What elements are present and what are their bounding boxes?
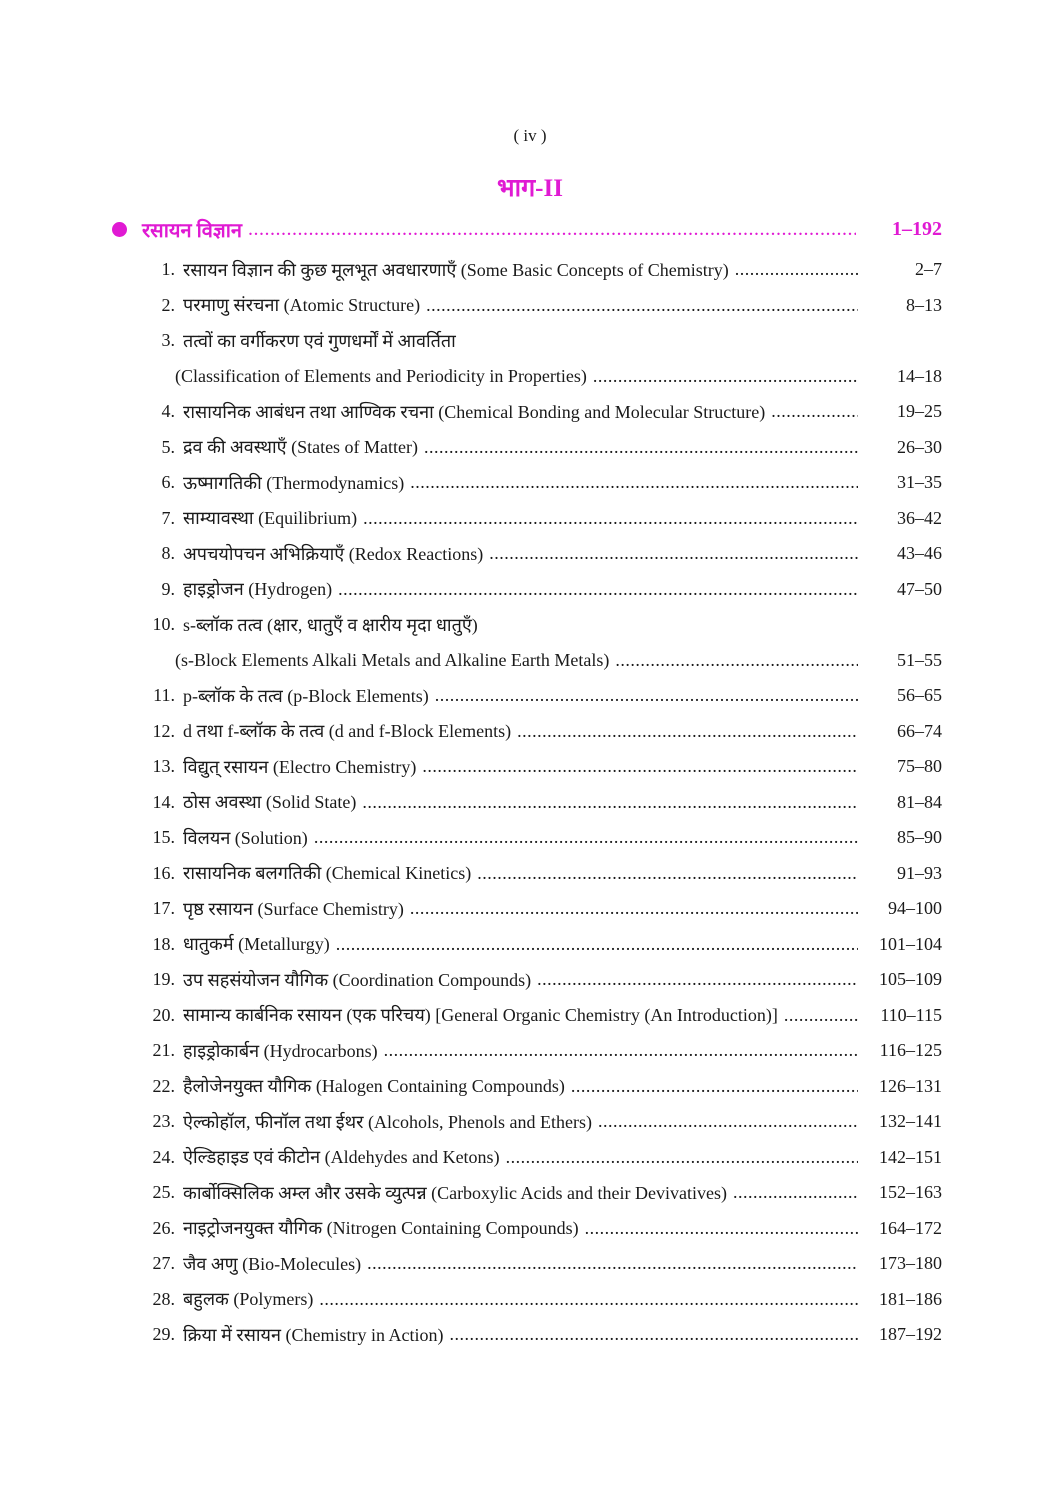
entry-pages: 91–93: [897, 862, 942, 883]
toc-entry: [142, 1282, 942, 1318]
toc-entry: [142, 465, 942, 501]
entry-number: 5.: [161, 436, 175, 457]
toc-entry-line: [142, 572, 942, 608]
entry-pages: 75–80: [897, 756, 942, 777]
dot-leader: [449, 1324, 858, 1345]
entry-title: विद्युत् रसायन (Electro Chemistry): [183, 756, 417, 777]
dot-leader: [422, 756, 858, 777]
toc-entry-line: [142, 501, 942, 537]
part-title: भाग-II: [497, 175, 563, 202]
dot-leader: [733, 1182, 858, 1203]
toc-entry-line: [142, 820, 942, 856]
dot-leader: [426, 295, 858, 316]
dot-leader: [585, 1218, 858, 1239]
entry-number: 25.: [152, 1182, 175, 1203]
dot-leader: [517, 721, 858, 742]
toc-entry-line: [142, 1033, 942, 1069]
dot-leader: [593, 366, 858, 387]
toc-entry: [142, 714, 942, 750]
entry-title: नाइट्रोजनयुक्त यौगिक (Nitrogen Containing Compounds): [183, 1218, 579, 1239]
toc-entry: [142, 607, 942, 678]
entry-title: परमाणु संरचना (Atomic Structure): [183, 295, 421, 316]
toc-entry: [142, 323, 942, 394]
entry-number: 7.: [161, 507, 175, 528]
toc-entry-line: [142, 252, 942, 288]
toc-entry: [142, 501, 942, 537]
entry-pages: 31–35: [897, 472, 942, 493]
entry-pages: 66–74: [897, 720, 942, 741]
toc-entry-line: [142, 1246, 942, 1282]
dot-leader: [477, 863, 858, 884]
entry-number: 21.: [152, 1040, 175, 1061]
toc-entry-line: [142, 749, 942, 785]
toc-entry-line: [142, 323, 942, 359]
entry-subtitle: (Classification of Elements and Periodicity in Properties): [175, 365, 587, 386]
toc-entry-line: [142, 891, 942, 927]
section-pages: 1–192: [892, 217, 942, 240]
toc-entry-line: [142, 465, 942, 501]
entry-number: 6.: [161, 472, 175, 493]
toc-entry: [142, 1211, 942, 1247]
dot-leader: [384, 1040, 858, 1061]
entry-pages: 187–192: [879, 1324, 942, 1345]
toc-entry-line: [142, 1069, 942, 1105]
dot-leader: [489, 543, 858, 564]
entry-title: रासायनिक आबंधन तथा आण्विक रचना (Chemical Bonding and Molecular Structure): [183, 401, 766, 422]
entry-number: 18.: [152, 933, 175, 954]
entry-pages: 43–46: [897, 543, 942, 564]
entry-pages: 36–42: [897, 507, 942, 528]
toc-entry: [142, 998, 942, 1034]
toc-entry-line: [142, 714, 942, 750]
dot-leader: [435, 685, 858, 706]
toc-entry-line: [142, 394, 942, 430]
toc-entry-line: [142, 288, 942, 324]
toc-entry: [142, 1175, 942, 1211]
section-heading: [112, 214, 942, 244]
entry-pages: 164–172: [879, 1217, 942, 1238]
dot-leader: [336, 934, 858, 955]
entry-pages: 26–30: [897, 436, 942, 457]
entry-pages: 152–163: [879, 1182, 942, 1203]
toc-entry-line: [142, 785, 942, 821]
dot-leader: [571, 1076, 858, 1097]
toc-entry-line: [142, 643, 942, 679]
dot-leader: [615, 650, 858, 671]
entry-number: 4.: [161, 401, 175, 422]
toc-entry: [142, 1104, 942, 1140]
entry-pages: 51–55: [897, 649, 942, 670]
toc-entry: [142, 1317, 942, 1353]
entry-number: 16.: [152, 862, 175, 883]
page-number: ( iv ): [513, 126, 547, 145]
entry-number: 3.: [161, 330, 175, 351]
entry-title: धातुकर्म (Metallurgy): [183, 934, 330, 955]
entry-number: 28.: [152, 1288, 175, 1309]
entry-title: क्रिया में रसायन (Chemistry in Action): [183, 1324, 444, 1345]
toc-entry: [142, 536, 942, 572]
entry-pages: 81–84: [897, 791, 942, 812]
entry-number: 17.: [152, 898, 175, 919]
dot-leader: [410, 472, 858, 493]
entry-number: 26.: [152, 1217, 175, 1238]
entry-pages: 94–100: [888, 898, 942, 919]
toc-entry-line: [142, 1282, 942, 1318]
entry-number: 14.: [152, 791, 175, 812]
toc-entry-line: [142, 927, 942, 963]
toc-entry-line: [142, 998, 942, 1034]
entry-pages: 105–109: [879, 969, 942, 990]
dot-leader: [363, 508, 858, 529]
toc-entry: [142, 678, 942, 714]
dot-leader: [424, 437, 858, 458]
entry-number: 8.: [161, 543, 175, 564]
entry-number: 19.: [152, 969, 175, 990]
toc-entry: [142, 394, 942, 430]
toc-entry: [142, 785, 942, 821]
entry-title: साम्यावस्था (Equilibrium): [183, 508, 358, 529]
dot-leader: [362, 792, 858, 813]
entry-pages: 14–18: [897, 365, 942, 386]
entry-title: s-ब्लॉक तत्व (क्षार, धातुएँ व क्षारीय मृदा धातुएँ): [183, 614, 478, 635]
entry-pages: 181–186: [879, 1288, 942, 1309]
toc-entry: [142, 927, 942, 963]
section-title: रसायन विज्ञान: [142, 219, 242, 242]
entry-number: 22.: [152, 1075, 175, 1096]
toc-entry-line: [142, 678, 942, 714]
entry-title: विलयन (Solution): [183, 827, 308, 848]
toc-entry-line: [142, 1211, 942, 1247]
entry-title: हाइड्रोजन (Hydrogen): [183, 579, 333, 600]
entry-subtitle: (s-Block Elements Alkali Metals and Alkaline Earth Metals): [175, 649, 610, 670]
entry-title: अपचयोपचन अभिक्रियाएँ (Redox Reactions): [183, 543, 484, 564]
toc-entry-line: [142, 962, 942, 998]
entry-pages: 126–131: [879, 1075, 942, 1096]
entry-number: 12.: [152, 720, 175, 741]
entry-pages: 116–125: [879, 1040, 942, 1061]
toc-entry: [142, 252, 942, 288]
toc-entry: [142, 1033, 942, 1069]
entry-number: 20.: [152, 1004, 175, 1025]
dot-leader: [367, 1253, 858, 1274]
entry-number: 11.: [153, 685, 175, 706]
entry-title: कार्बोक्सिलिक अम्ल और उसके व्युत्पन्न (Carboxylic Acids and their Devivatives): [183, 1182, 727, 1203]
toc-entry: [142, 430, 942, 466]
toc-entry: [142, 749, 942, 785]
entry-pages: 110–115: [880, 1004, 942, 1025]
entry-pages: 173–180: [879, 1253, 942, 1274]
entry-title: सामान्य कार्बनिक रसायन (एक परिचय) [General Organic Chemistry (An Introduction)]: [183, 1005, 778, 1026]
dot-leader: [735, 259, 858, 280]
entry-number: 15.: [152, 827, 175, 848]
toc-entry: [142, 288, 942, 324]
entry-title: ऐल्डिहाइड एवं कीटोन (Aldehydes and Ketons): [183, 1147, 500, 1168]
entry-title: पृष्ठ रसायन (Surface Chemistry): [183, 898, 404, 919]
dot-leader: [338, 579, 858, 600]
entry-number: 10.: [152, 614, 175, 635]
entry-title: बहुलक (Polymers): [183, 1289, 314, 1310]
toc-entry: [142, 1069, 942, 1105]
entry-title: तत्वों का वर्गीकरण एवं गुणधर्मों में आवर्तिता: [183, 330, 456, 351]
entry-title: द्रव की अवस्थाएँ (States of Matter): [183, 437, 419, 458]
toc-entry: [142, 1246, 942, 1282]
entry-pages: 56–65: [897, 685, 942, 706]
entry-number: 13.: [152, 756, 175, 777]
toc-entry-line: [142, 1104, 942, 1140]
entry-number: 9.: [161, 578, 175, 599]
entry-title: हैलोजेनयुक्त यौगिक (Halogen Containing Compounds): [183, 1076, 565, 1097]
toc-entry-line: [142, 536, 942, 572]
entry-number: 29.: [152, 1324, 175, 1345]
table-of-contents: [142, 252, 942, 1353]
dot-leader: [598, 1111, 858, 1132]
toc-entry: [142, 856, 942, 892]
entry-title: उप सहसंयोजन यौगिक (Coordination Compounds): [183, 969, 532, 990]
entry-number: 2.: [161, 294, 175, 315]
bullet-icon: [112, 222, 127, 237]
toc-entry: [142, 572, 942, 608]
toc-entry-line: [142, 607, 942, 643]
dot-leader: [314, 827, 858, 848]
entry-pages: 8–13: [906, 294, 942, 315]
dot-leader: [248, 218, 856, 241]
entry-title: ऊष्मागतिकी (Thermodynamics): [183, 472, 405, 493]
entry-pages: 132–141: [879, 1111, 942, 1132]
entry-number: 23.: [152, 1111, 175, 1132]
entry-title: d तथा f-ब्लॉक के तत्व (d and f-Block Elements): [183, 721, 512, 742]
toc-entry-line: [142, 1140, 942, 1176]
dot-leader: [410, 898, 858, 919]
entry-title: ठोस अवस्था (Solid State): [183, 792, 357, 813]
entry-title: रसायन विज्ञान की कुछ मूलभूत अवधारणाएँ (Some Basic Concepts of Chemistry): [183, 259, 729, 280]
dot-leader: [506, 1147, 858, 1168]
entry-pages: 85–90: [897, 827, 942, 848]
entry-title: जैव अणु (Bio-Molecules): [183, 1253, 362, 1274]
entry-pages: 142–151: [879, 1146, 942, 1167]
entry-title: ऐल्कोहॉल, फीनॉल तथा ईथर (Alcohols, Phenols and Ethers): [183, 1111, 592, 1132]
entry-number: 27.: [152, 1253, 175, 1274]
toc-entry-line: [142, 359, 942, 395]
entry-number: 1.: [161, 259, 175, 280]
dot-leader: [537, 969, 858, 990]
toc-entry: [142, 891, 942, 927]
entry-number: 24.: [152, 1146, 175, 1167]
entry-title: रासायनिक बलगतिकी (Chemical Kinetics): [183, 863, 472, 884]
dot-leader: [784, 1005, 858, 1026]
toc-entry-line: [142, 1317, 942, 1353]
toc-entry: [142, 820, 942, 856]
entry-pages: 2–7: [915, 259, 942, 280]
dot-leader: [771, 401, 858, 422]
toc-entry: [142, 1140, 942, 1176]
toc-entry-line: [142, 430, 942, 466]
entry-title: p-ब्लॉक के तत्व (p-Block Elements): [183, 685, 429, 706]
entry-title: हाइड्रोकार्बन (Hydrocarbons): [183, 1040, 378, 1061]
entry-pages: 47–50: [897, 578, 942, 599]
toc-entry: [142, 962, 942, 998]
entry-pages: 19–25: [897, 401, 942, 422]
dot-leader: [319, 1289, 858, 1310]
toc-entry-line: [142, 1175, 942, 1211]
entry-pages: 101–104: [879, 933, 942, 954]
toc-entry-line: [142, 856, 942, 892]
